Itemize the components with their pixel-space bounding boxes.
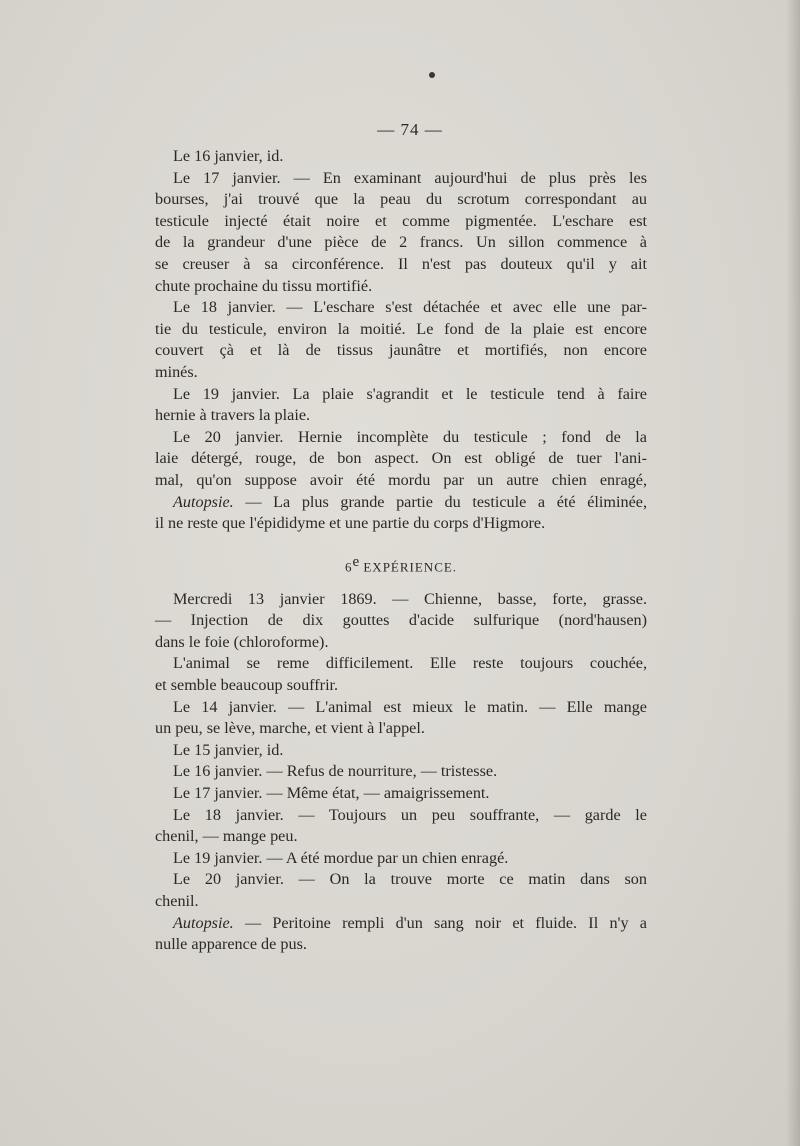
line-text: Le 20 janvier. — On la trouve morte ce matin dans son (173, 870, 647, 889)
text-line (155, 427, 647, 449)
text-line (155, 783, 647, 805)
text-line (155, 589, 647, 611)
line-text: chute prochaine du tissu mortifié. (155, 276, 373, 295)
text-line (155, 362, 647, 384)
line-text: chenil. (155, 892, 199, 910)
text-line (155, 718, 647, 740)
text-line (155, 610, 647, 632)
line-text: bourses, j'ai trouvé que la peau du scrotum correspondant au (155, 190, 647, 209)
text-line (155, 934, 647, 956)
line-text: couvert çà et là de tissus jaunâtre et mortifiés, non encore (155, 341, 647, 360)
section-heading (155, 539, 647, 585)
page-number: — 74 — (377, 120, 443, 139)
text-line (155, 146, 647, 168)
line-text: — La plus grande partie du testicule a été éliminée, (233, 492, 647, 511)
heading-number: 6 (344, 559, 353, 575)
text-line (155, 826, 647, 848)
line-text: Le 18 janvier. — L'eschare s'est détachée et avec elle une par- (173, 298, 647, 317)
line-text: — Injection de dix gouttes d'acide sulfurique (nord'hausen) (155, 611, 647, 630)
page-body (155, 146, 647, 956)
line-text: nulle apparence de pus. (155, 935, 307, 954)
text-line (155, 232, 647, 254)
text-line (155, 448, 647, 470)
line-text: Le 19 janvier. La plaie s'agrandit et le testicule tend à faire (173, 384, 647, 403)
line-text: mal, qu'on suppose avoir été mordu par un autre chien enragé, (155, 470, 647, 489)
text-line (155, 675, 647, 697)
section-fifth-experiment-continued (155, 146, 647, 535)
text-line (155, 254, 647, 276)
line-text: Le 18 janvier. — Toujours un peu souffrante, — garde le (173, 805, 647, 824)
page-edge-shadow (786, 0, 800, 1146)
line-text: Le 19 janvier. — A été mordue par un chien enragé. (173, 848, 509, 867)
text-line (155, 470, 647, 492)
text-line (155, 740, 647, 762)
line-text: chenil, — mange peu. (155, 827, 298, 846)
italic-term: Autopsie. (173, 492, 234, 511)
text-line (155, 697, 647, 719)
text-line (155, 297, 647, 319)
line-text: Le 16 janvier. — Refus de nourriture, — tristesse. (173, 762, 498, 781)
line-text: Le 14 janvier. — L'animal est mieux le matin. — Elle mange (173, 697, 647, 716)
text-line (155, 632, 647, 654)
text-line (155, 211, 647, 233)
ink-spot (429, 72, 435, 78)
line-text: se creuser à sa circonférence. Il n'est pas douteux qu'il y ait (155, 254, 647, 273)
italic-term: Autopsie. (173, 913, 234, 932)
text-line (155, 168, 647, 190)
line-text: — Peritoine rempli d'un sang noir et fluide. Il n'y a (233, 913, 647, 932)
line-text: Le 17 janvier. — Même état, — amaigrissement. (173, 784, 490, 803)
line-text: Le 20 janvier. Hernie incomplète du testicule ; fond de la (173, 427, 647, 446)
line-text: L'animal se reme difficilement. Elle reste toujours couchée, (173, 654, 647, 673)
text-line (155, 189, 647, 211)
line-text: testicule injecté était noire et comme pigmentée. L'eschare est (155, 211, 647, 230)
line-text: tie du testicule, environ la moitié. Le fond de la plaie est encore (155, 319, 647, 338)
text-line (155, 891, 647, 913)
text-line (155, 384, 647, 406)
text-line (155, 653, 647, 675)
text-line (155, 405, 647, 427)
line-text: Le 16 janvier, id. (173, 147, 284, 165)
line-text: minés. (155, 362, 198, 381)
line-text: laie détergé, rouge, de bon aspect. On est obligé de tuer l'ani- (155, 449, 647, 468)
line-text: Le 15 janvier, id. (173, 740, 284, 759)
text-line (155, 340, 647, 362)
line-text: Le 17 janvier. — En examinant aujourd'hui de plus près les (173, 168, 647, 187)
text-line (155, 805, 647, 827)
line-text: Mercredi 13 janvier 1869. — Chienne, basse, forte, grasse. (173, 589, 647, 608)
line-text: et semble beaucoup souffrir. (155, 676, 339, 695)
heading-superscript: e (352, 553, 360, 570)
line-text: un peu, se lève, marche, et vient à l'appel. (155, 719, 425, 738)
heading-label: EXPÉRIENCE. (363, 559, 458, 575)
line-text: hernie à travers la plaie. (155, 406, 311, 425)
text-line (155, 848, 647, 870)
text-line (155, 319, 647, 341)
text-line (155, 761, 647, 783)
text-line (155, 492, 647, 514)
text-line (155, 276, 647, 298)
line-text: il ne reste que l'épididyme et une partie du corps d'Higmore. (155, 514, 546, 533)
line-text: de la grandeur d'une pièce de 2 francs. Un sillon commence à (155, 233, 647, 252)
section-sixth-experiment (155, 589, 647, 956)
text-line (155, 513, 647, 535)
text-line (155, 913, 647, 935)
line-text: dans le foie (chloroforme). (155, 632, 329, 651)
text-line (155, 869, 647, 891)
